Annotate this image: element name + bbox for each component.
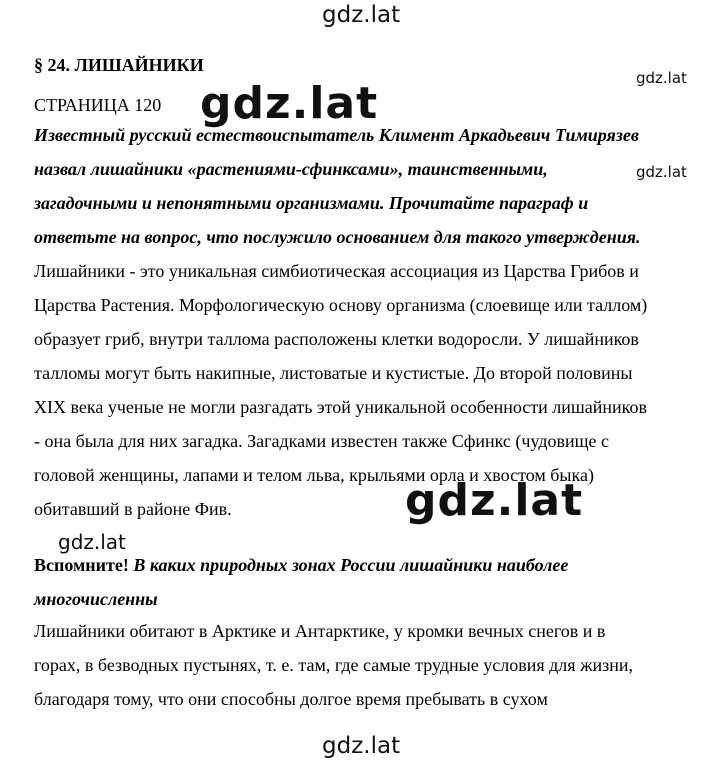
question-2 <box>34 548 704 616</box>
watermark-bottom: gdz.lat <box>322 733 401 759</box>
watermark-top: gdz.lat <box>322 2 401 28</box>
question-1-line: назвал лишайники «растениями-сфинксами», таинственными, <box>34 159 548 179</box>
answer-1-line: образует гриб, внутри таллома расположены клетки водоросли. У лишайников <box>34 329 639 349</box>
question-2-text: В каких природных зонах России лишайники наиболее <box>128 555 569 575</box>
page-label: СТРАНИЦА 120 <box>34 95 162 115</box>
answer-1-line: талломы могут быть накипные, листоватые и кустистые. До второй половины <box>34 363 633 383</box>
answer-1 <box>34 254 704 526</box>
answer-1-line: XIX века ученые не могли разгадать этой уникальной особенности лишайников <box>34 397 647 417</box>
answer-1-line: головой женщины, лапами и телом льва, крыльями орла и хвостом быка) <box>34 465 594 485</box>
answer-2-line: Лишайники обитают в Арктике и Антарктике, у кромки вечных снегов и в <box>34 621 606 641</box>
watermark-large-2: gdz.lat <box>405 475 584 526</box>
answer-1-line: Лишайники - это уникальная симбиотическая ассоциация из Царства Грибов и <box>34 261 639 281</box>
question-1-line: ответьте на вопрос, что послужило основанием для такого утверждения. <box>34 227 641 247</box>
question-2-line: многочисленны <box>34 589 158 609</box>
watermark-large-1: gdz.lat <box>200 78 379 129</box>
question-1-line: загадочными и непонятными организмами. Прочитайте параграф и <box>34 193 589 213</box>
question-1-line: Известный русский естествоиспытатель Климент Аркадьевич Тимирязев <box>34 125 639 145</box>
question-2-lead: Вспомните! <box>34 555 129 575</box>
answer-2 <box>34 614 704 716</box>
answer-1-line: - она была для них загадка. Загадками известен также Сфинкс (чудовище с <box>34 431 609 451</box>
watermark-right-2: gdz.lat <box>636 163 687 181</box>
answer-1-line: Царства Растения. Морфологическую основу организма (слоевище или таллом) <box>34 295 648 315</box>
watermark-right-1: gdz.lat <box>636 69 687 87</box>
watermark-left: gdz.lat <box>58 530 126 554</box>
answer-2-line: благодаря тому, что они способны долгое время пребывать в сухом <box>34 689 548 709</box>
section-title: § 24. ЛИШАЙНИКИ <box>34 55 204 75</box>
answer-2-line: горах, в безводных пустынях, т. е. там, где самые трудные условия для жизни, <box>34 655 634 675</box>
answer-1-line: обитавший в районе Фив. <box>34 499 232 519</box>
question-1 <box>34 118 704 254</box>
question-2-line <box>34 548 704 582</box>
